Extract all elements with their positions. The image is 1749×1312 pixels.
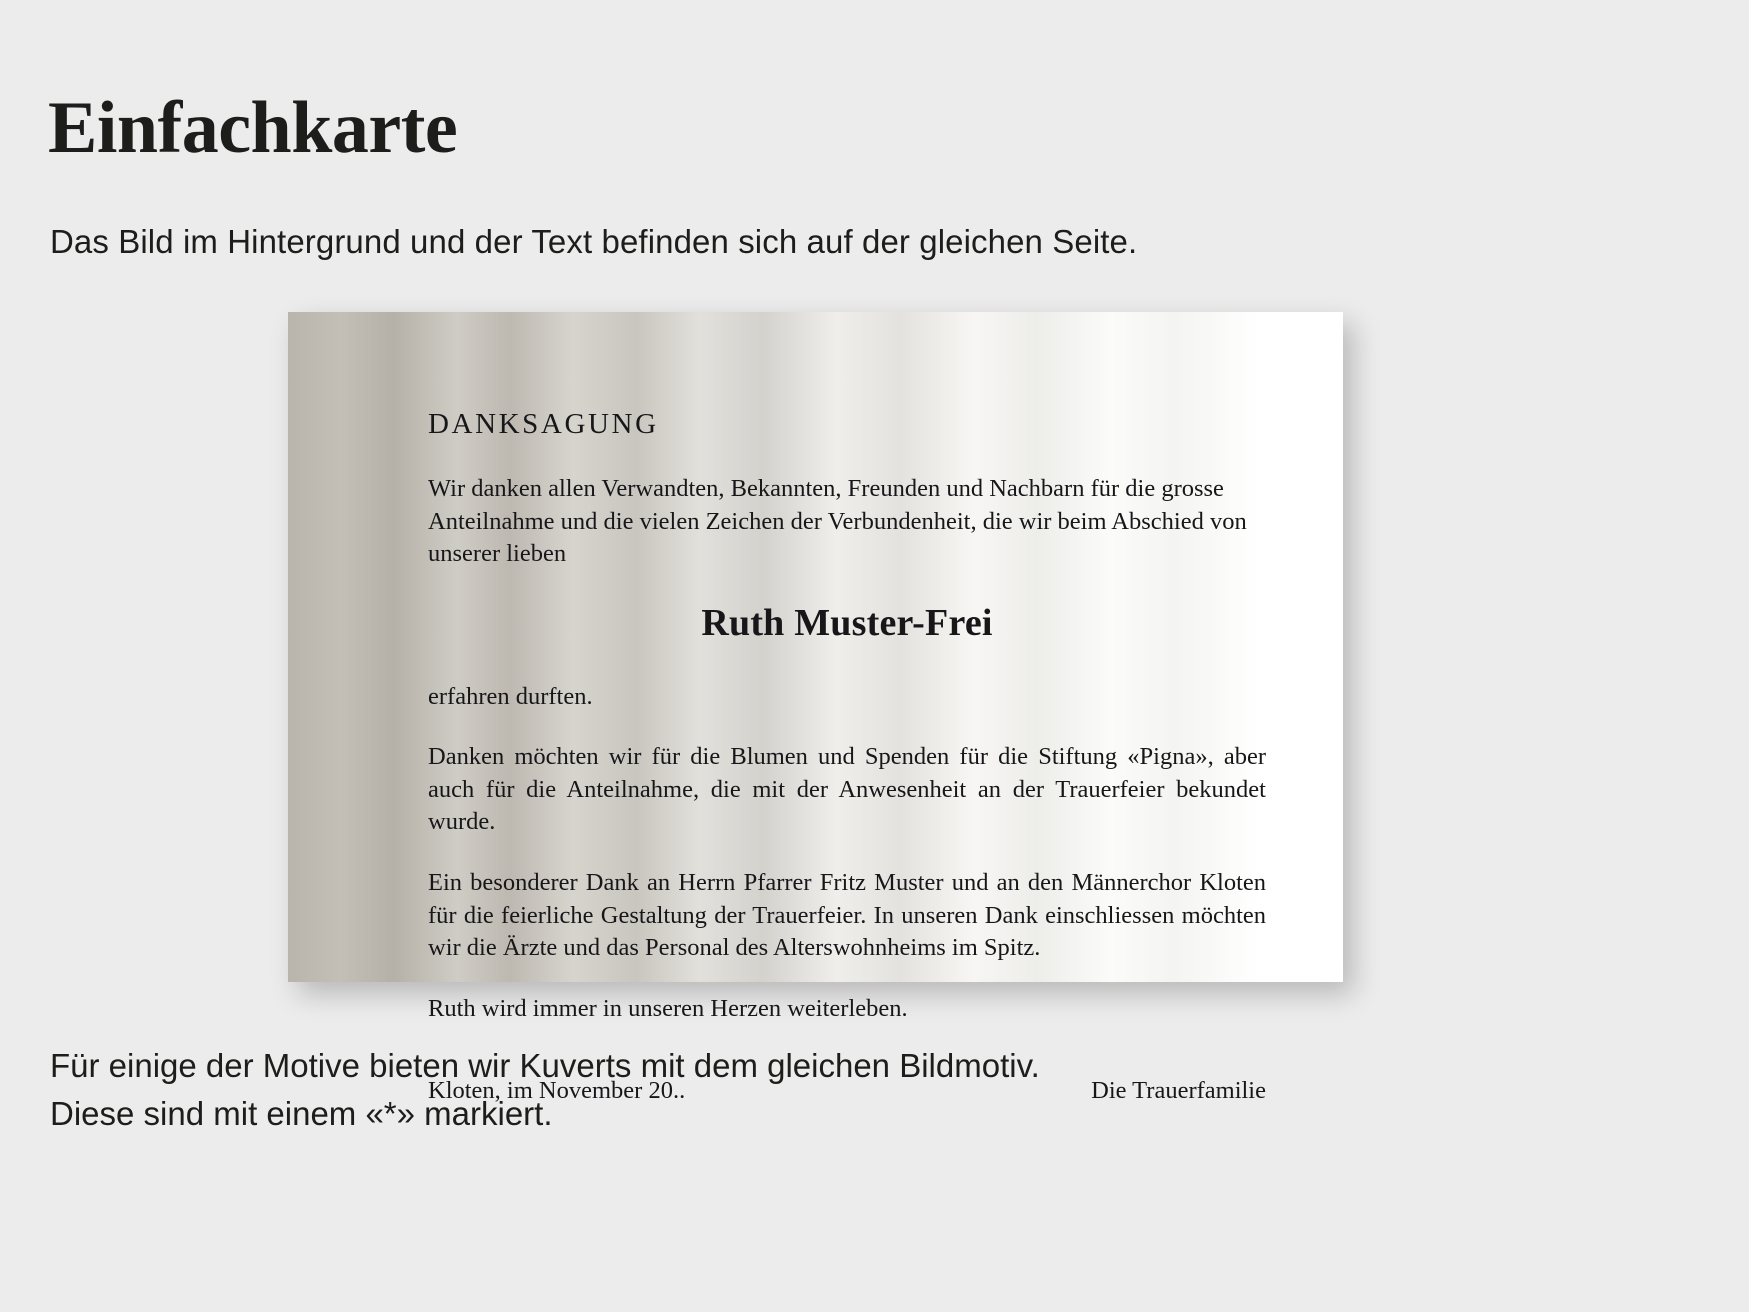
bottom-note-line-1: Für einige der Motive bieten wir Kuverts mit dem gleichen Bildmotiv. <box>50 1047 1040 1084</box>
bottom-note-line-2: Diese sind mit einem «*» markiert. <box>50 1094 553 1132</box>
card-heading: DANKSAGUNG <box>428 408 659 440</box>
card-signature: Die Trauerfamilie <box>1091 1077 1266 1105</box>
card-place-date: Kloten, im November 20.. <box>428 1077 686 1105</box>
card-paragraph-1: Wir danken allen Verwandten, Bekannten, Freunden und Nachbarn für die grosse Anteilnahme und die vielen Zeichen der Verbundenheit, die wir beim Abschied von unserer lieben <box>428 475 1247 568</box>
page-title: Einfachkarte <box>48 86 458 169</box>
card-paragraph-5: Ruth wird immer in unseren Herzen weiterleben. <box>428 994 908 1022</box>
card-paragraph-2: erfahren durften. <box>428 682 593 710</box>
card-paragraph-4: Ein besonderer Dank an Herrn Pfarrer Fritz Muster und an den Männerchor Kloten für die feierliche Gestaltung der Trauerfeier. In unseren Dank einschliessen möchten wir die Ärzte und das Personal des Alterswohnheims im Spitz. <box>428 869 1266 962</box>
card-content <box>428 408 1266 1105</box>
deceased-name: Ruth Muster-Frei <box>701 601 993 644</box>
intro-description: Das Bild im Hintergrund und der Text befinden sich auf der gleichen Seite. <box>50 223 1138 260</box>
bottom-note <box>50 1042 1040 1138</box>
card-paragraph-3: Danken möchten wir für die Blumen und Spenden für die Stiftung «Pigna», aber auch für die Anteilnahme, die mit der Anwesenheit an der Trauerfeier bekundet wurde. <box>428 743 1266 836</box>
